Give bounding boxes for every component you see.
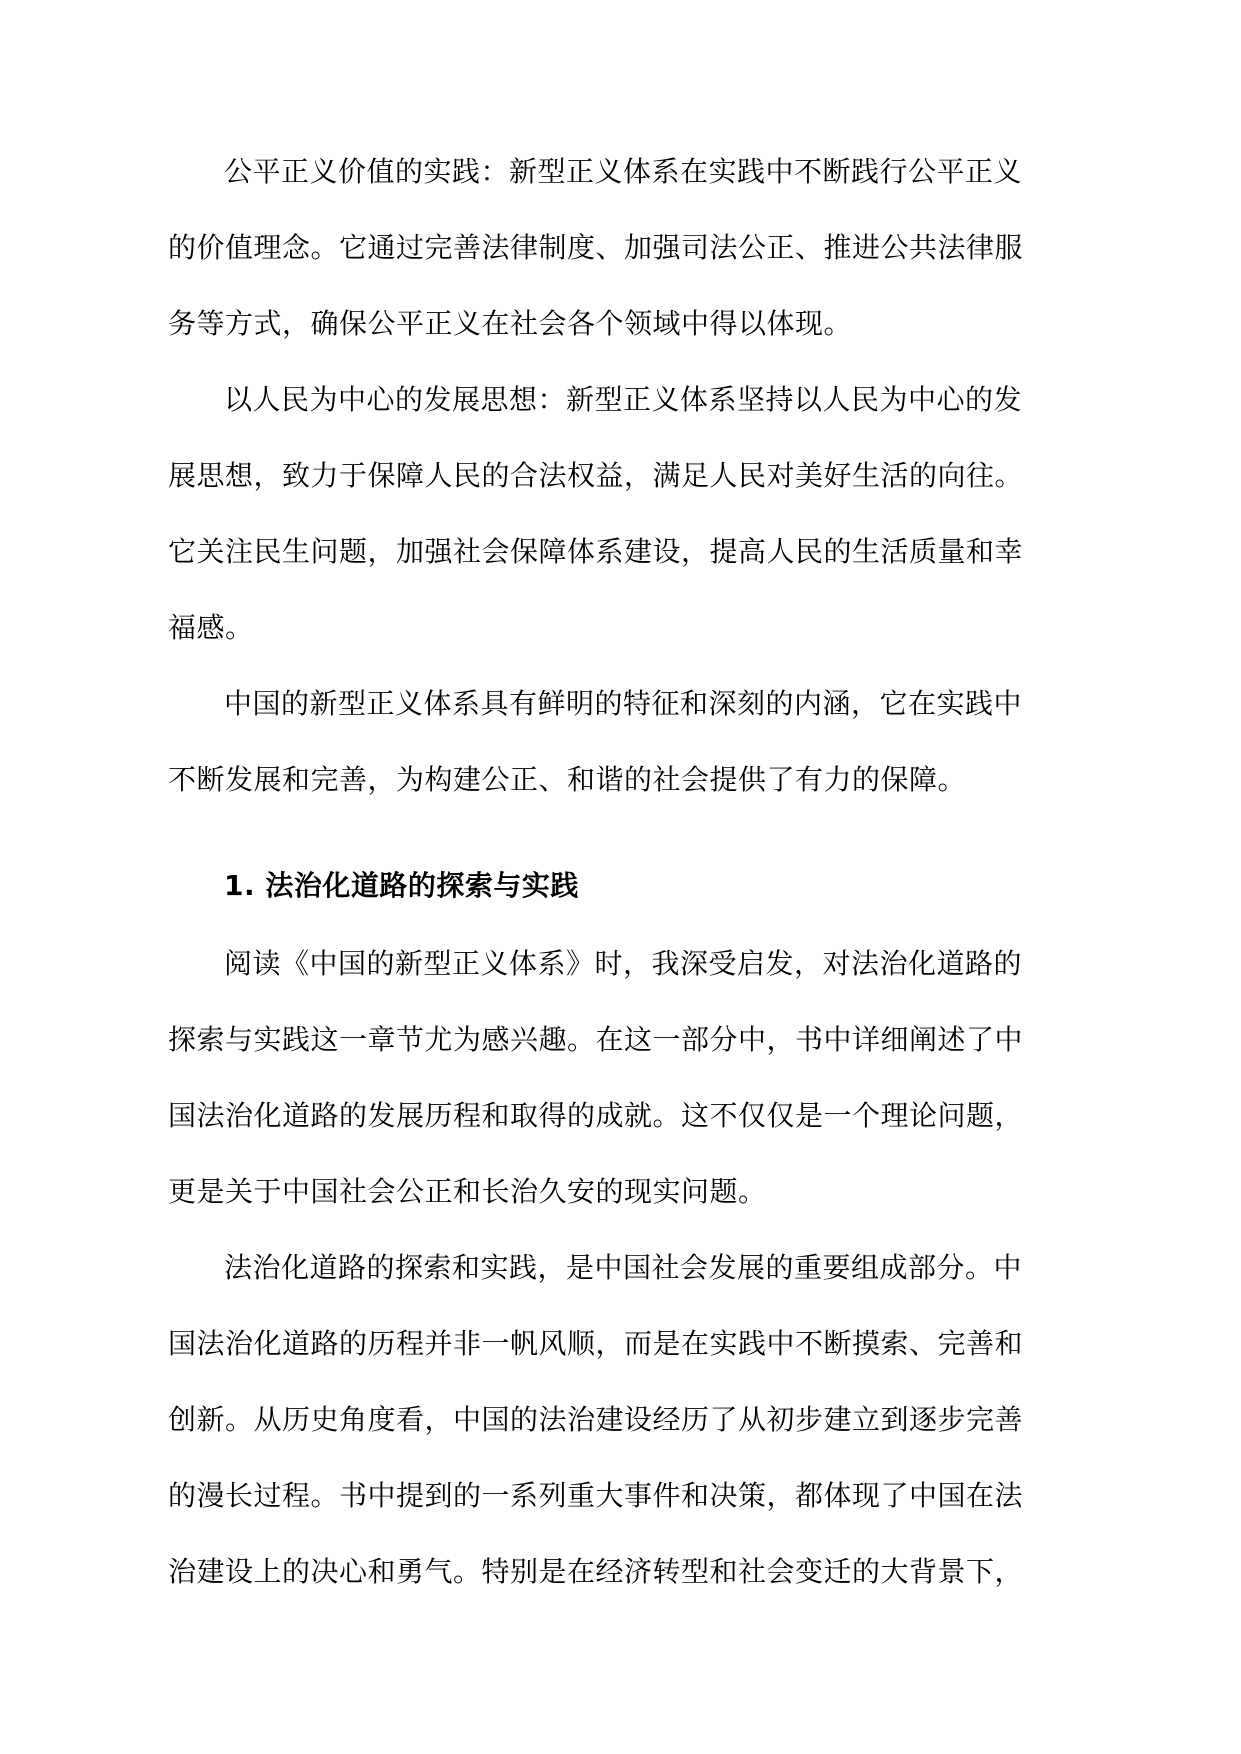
paragraph-line: 公平正义价值的实践：新型正义体系在实践中不断践行公平正义 xyxy=(224,155,1023,188)
paragraph-line: 国法治化道路的发展历程和取得的成就。这不仅仅是一个理论问题， xyxy=(168,1099,1024,1132)
paragraph-line: 中国的新型正义体系具有鲜明的特征和深刻的内涵，它在实践中 xyxy=(224,687,1023,720)
paragraph-line: 福感。 xyxy=(168,611,254,644)
paragraph-line: 的价值理念。它通过完善法律制度、加强司法公正、推进公共法律服 xyxy=(168,231,1024,264)
section-heading: 1. 法治化道路的探索与实践 xyxy=(224,869,579,902)
paragraph-line: 国法治化道路的历程并非一帆风顺，而是在实践中不断摸索、完善和 xyxy=(168,1327,1024,1360)
paragraph-line: 务等方式，确保公平正义在社会各个领域中得以体现。 xyxy=(168,307,853,340)
paragraph-line: 以人民为中心的发展思想：新型正义体系坚持以人民为中心的发 xyxy=(224,383,1023,416)
paragraph-line: 创新。从历史角度看，中国的法治建设经历了从初步建立到逐步完善 xyxy=(168,1403,1024,1436)
paragraph-line: 的漫长过程。书中提到的一系列重大事件和决策，都体现了中国在法 xyxy=(168,1479,1024,1512)
paragraph-line: 更是关于中国社会公正和长治久安的现实问题。 xyxy=(168,1175,767,1208)
paragraph-line: 治建设上的决心和勇气。特别是在经济转型和社会变迁的大背景下， xyxy=(168,1555,1024,1588)
paragraph-line: 不断发展和完善，为构建公正、和谐的社会提供了有力的保障。 xyxy=(168,763,967,796)
paragraph-line: 探索与实践这一章节尤为感兴趣。在这一部分中，书中详细阐述了中 xyxy=(168,1023,1024,1056)
paragraph-line: 阅读《中国的新型正义体系》时，我深受启发，对法治化道路的 xyxy=(224,947,1023,980)
paragraph-line: 它关注民生问题，加强社会保障体系建设，提高人民的生活质量和幸 xyxy=(168,535,1024,568)
paragraph-line: 展思想，致力于保障人民的合法权益，满足人民对美好生活的向往。 xyxy=(168,459,1024,492)
paragraph-line: 法治化道路的探索和实践，是中国社会发展的重要组成部分。中 xyxy=(224,1251,1023,1284)
